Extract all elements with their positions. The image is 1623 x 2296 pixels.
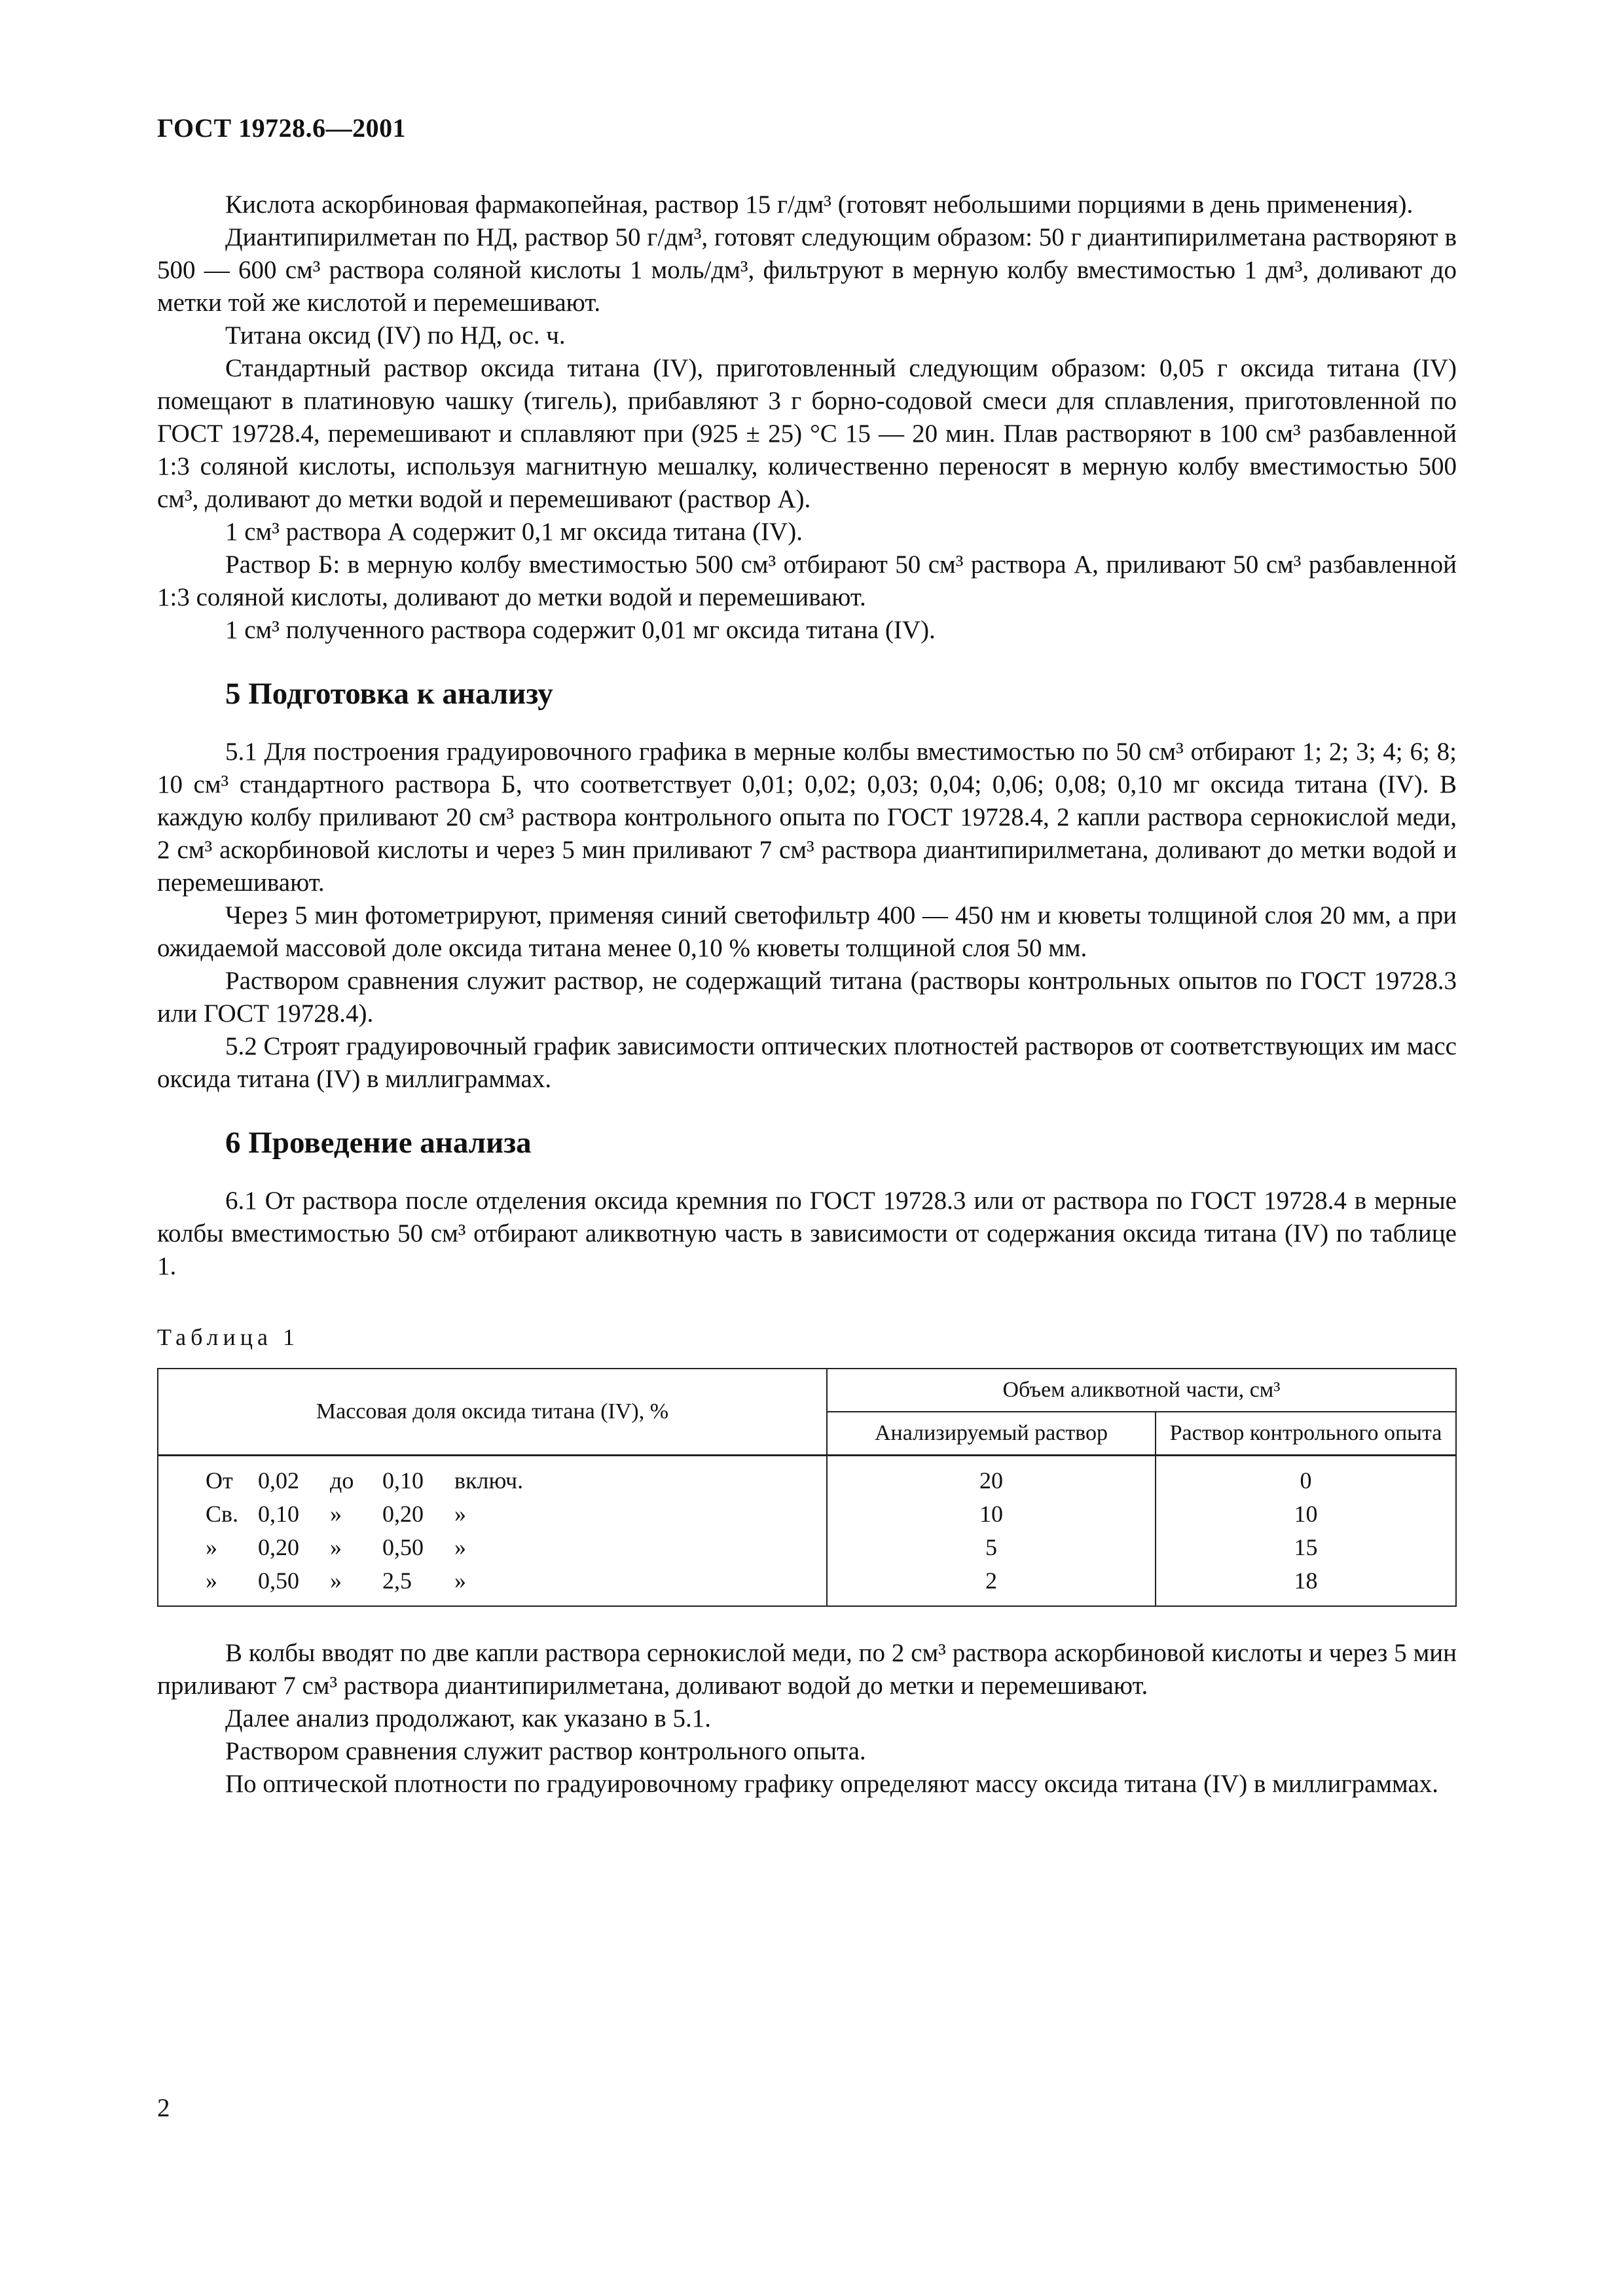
paragraph-continue: Далее анализ продолжают, как указано в 5.1. xyxy=(225,1704,711,1732)
header-mass-fraction: Массовая доля оксида титана (IV), % xyxy=(158,1369,827,1456)
paragraph-5-2: 5.2 Строят градуировочный график зависимости оптических плотностей растворов от соответствующих им масс оксида титана (IV) в миллиграммах. xyxy=(157,1032,1457,1093)
header-control-solution: Раствор контрольного опыта xyxy=(1156,1412,1456,1456)
sample-volume-cell: 20 xyxy=(827,1456,1156,1498)
paragraph-ascorbic-acid: Кислота аскорбиновая фармакопейная, раствор 15 г/дм³ (готовят небольшими порциями в день применения). xyxy=(225,190,1413,219)
paragraph-solution-a: 1 см³ раствора А содержит 0,1 мг оксида титана (IV). xyxy=(225,518,803,546)
range-cell: Св. 0,10 » 0,20 » xyxy=(158,1498,827,1531)
paragraph-5-1-photometry: Через 5 мин фотометрируют, применяя синий светофильтр 400 — 450 нм и кюветы толщиной слоя 20 мм, а при ожидаемой массовой доле оксида титана менее 0,10 % кюветы толщиной слоя 50 мм. xyxy=(157,901,1457,962)
range-cell: » 0,50 » 2,5 » xyxy=(158,1564,827,1606)
page-number: 2 xyxy=(157,2094,170,2122)
control-volume-cell: 15 xyxy=(1156,1531,1456,1564)
control-volume-cell: 10 xyxy=(1156,1498,1456,1531)
sample-volume-cell: 5 xyxy=(827,1531,1156,1564)
table-caption: Таблица 1 xyxy=(157,1324,299,1350)
paragraph-5-1: 5.1 Для построения градуировочного графика в мерные колбы вместимостью по 50 см³ отбирают 1; 2; 3; 4; 6; 8; 10 см³ стандартного раствора Б, что соответствует 0,01; 0,02; 0,03; 0,04; 0,06; 0,08; 0,10 мг оксида титана (IV). В каждую колбу приливают 20 см³ раствора контрольного опыта по ГОСТ 19728.4, 2 капли раствора сернокислой меди, 2 см³ аскорбиновой кислоты и через 5 мин приливают 7 см³ раствора диантипирилметана, доливают до метки водой и перемешивают. xyxy=(157,738,1457,897)
paragraph-5-1-reference: Раствором сравнения служит раствор, не содержащий титана (растворы контрольных опытов по ГОСТ 19728.3 или ГОСТ 19728.4). xyxy=(157,967,1457,1028)
paragraph-titanium-oxide: Титана оксид (IV) по НД, ос. ч. xyxy=(225,321,566,350)
table-row xyxy=(158,1531,1456,1564)
header-sample-solution: Анализируемый раствор xyxy=(827,1412,1156,1456)
control-volume-cell: 0 xyxy=(1156,1456,1456,1498)
paragraph-reference-solution: Раствором сравнения служит раствор контрольного опыта. xyxy=(225,1737,866,1765)
header-aliquot-volume: Объем аликвотной части, см³ xyxy=(827,1369,1456,1412)
paragraph-determine-mass: По оптической плотности по градуировочному графику определяют массу оксида титана (IV) в миллиграммах. xyxy=(225,1770,1439,1798)
table-row xyxy=(158,1564,1456,1606)
table-row xyxy=(158,1498,1456,1531)
document-header: ГОСТ 19728.6—2001 xyxy=(157,113,407,143)
document-body xyxy=(157,188,1457,1801)
table-1 xyxy=(157,1368,1457,1607)
paragraph-solution-b-content: 1 см³ полученного раствора содержит 0,01 мг оксида титана (IV). xyxy=(225,616,936,644)
paragraph-6-1: 6.1 От раствора после отделения оксида кремния по ГОСТ 19728.3 или от раствора по ГОСТ 19728.4 в мерные колбы вместимостью 50 см³ отбирают аликвотную часть в зависимости от содержания оксида титана (IV) по таблице 1. xyxy=(157,1187,1457,1280)
post-table-text xyxy=(157,1637,1457,1801)
sample-volume-cell: 2 xyxy=(827,1564,1156,1606)
paragraph-solution-b: Раствор Б: в мерную колбу вместимостью 500 см³ отбирают 50 см³ раствора А, приливают 50 см³ разбавленной 1:3 соляной кислоты, доливают до метки водой и перемешивают. xyxy=(157,550,1457,611)
paragraph-add-reagents: В колбы вводят по две капли раствора сернокислой меди, по 2 см³ раствора аскорбиновой кислоты и через 5 мин приливают 7 см³ раствора диантипирилметана, доливают водой до метки и перемешивают. xyxy=(157,1639,1457,1700)
section-5-title: 5 Подготовка к анализу xyxy=(225,677,553,711)
range-cell: » 0,20 » 0,50 » xyxy=(158,1531,827,1564)
sample-volume-cell: 10 xyxy=(827,1498,1156,1531)
paragraph-diantipyrylmethane: Диантипирилметан по НД, раствор 50 г/дм³, готовят следующим образом: 50 г диантипирилметана растворяют в 500 — 600 см³ раствора соляной кислоты 1 моль/дм³, фильтруют в мерную колбу вместимостью 1 дм³, доливают до метки той же кислотой и перемешивают. xyxy=(157,223,1457,317)
table-row xyxy=(158,1456,1456,1498)
paragraph-standard-solution: Стандартный раствор оксида титана (IV), приготовленный следующим образом: 0,05 г оксида титана (IV) помещают в платиновую чашку (тигель), прибавляют 3 г борно-содовой смеси для сплавления, приготовленной по ГОСТ 19728.4, перемешивают и сплавляют при (925 ± 25) °С 15 — 20 мин. Плав растворяют в 100 см³ разбавленной 1:3 соляной кислоты, используя магнитную мешалку, количественно переносят в мерную колбу вместимостью 500 см³, доливают до метки водой и перемешивают (раствор А). xyxy=(157,354,1457,513)
section-6-title: 6 Проведение анализа xyxy=(225,1126,532,1160)
range-cell: От 0,02 до 0,10 включ. xyxy=(158,1456,827,1498)
control-volume-cell: 18 xyxy=(1156,1564,1456,1606)
